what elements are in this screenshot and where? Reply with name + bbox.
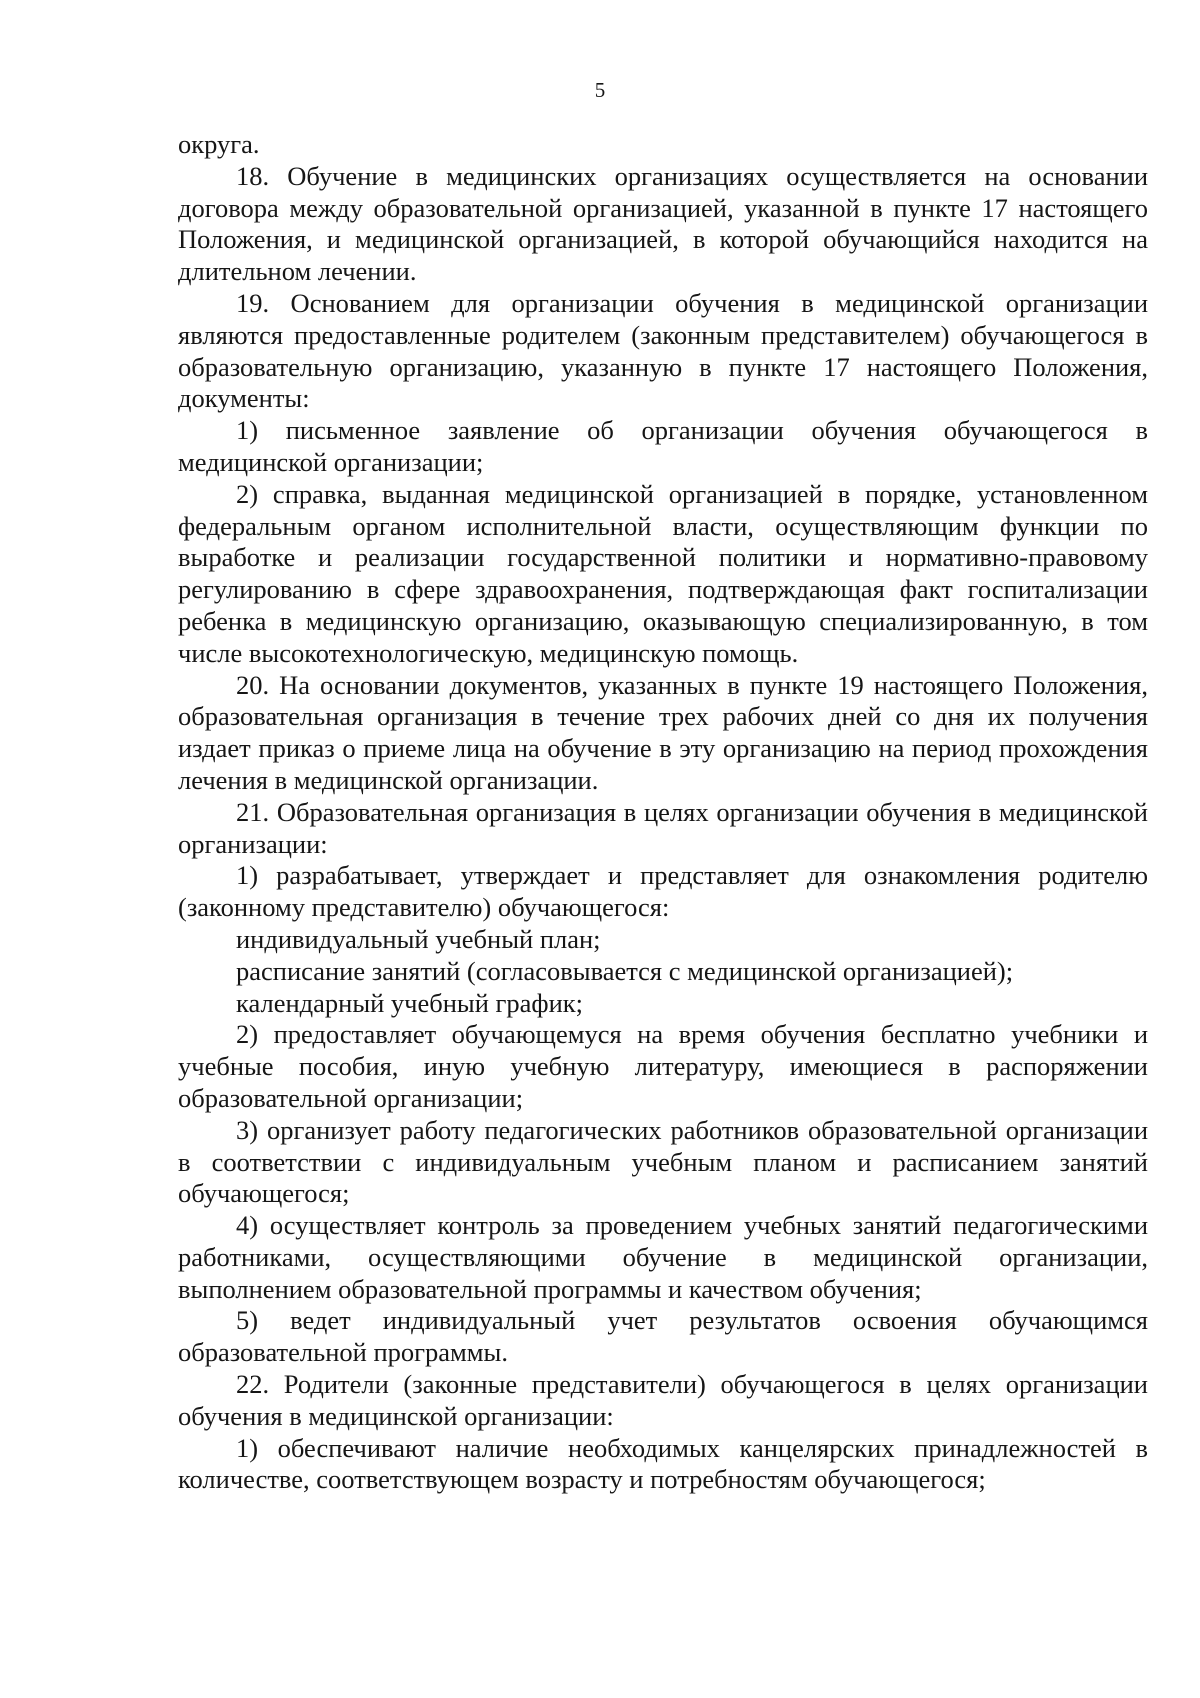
paragraph-item-19-2: 2) справка, выданная медицинской организацией в порядке, установленном федеральным органом исполнительной власти, осуществляющим функции по выработке и реализации государственной политики и нормативно-правовому регулированию в сфере здравоохранения, подтверждающая факт госпитализации ребенка в медицинскую организацию, оказывающую специализированную, в том числе высокотехнологическую, медицинскую помощь. [178,478,1148,668]
page-number: 5 [594,78,606,102]
list-line-calendar: календарный учебный график; [236,987,584,1018]
list-line-study-plan: индивидуальный учебный план; [236,923,601,954]
paragraph-item-20: 20. На основании документов, указанных в пункте 19 настоящего Положения, образовательная организация в течение трех рабочих дней со дня их получения издает приказ о приеме лица на обучение в эту организацию на период прохождения лечения в медицинской организации. [178,669,1148,795]
paragraph-item-22: 22. Родители (законные представители) обучающегося в целях организации обучения в медицинской организации: [178,1369,1148,1431]
document-body [178,129,1148,1496]
paragraph-item-21-5: 5) ведет индивидуальный учет результатов освоения обучающимся образовательной программы. [178,1305,1148,1368]
paragraph-item-19-1: 1) письменное заявление об организации обучения обучающегося в медицинской организации; [178,415,1148,477]
paragraph-item-21: 21. Образовательная организация в целях организации обучения в медицинской организации: [178,796,1148,859]
paragraph-item-22-1: 1) обеспечивают наличие необходимых канцелярских принадлежностей в количестве, соответствующем возрасту и потребностям обучающегося; [178,1432,1148,1495]
paragraph-item-21-1: 1) разрабатывает, утверждает и представляет для ознакомления родителю (законному представителю) обучающегося: [178,860,1148,923]
paragraph-item-18: 18. Обучение в медицинских организациях осуществляется на основании договора между образовательной организацией, указанной в пункте 17 настоящего Положения, и медицинской организацией, в которой обучающийся находится на длительном лечении. [178,160,1148,287]
paragraph-continuation: округа. [178,129,260,159]
paragraph-item-21-3: 3) организует работу педагогических работников образовательной организации в соответствии с индивидуальным учебным планом и расписанием занятий обучающегося; [178,1114,1148,1209]
list-line-schedule: расписание занятий (согласовывается с медицинской организацией); [236,955,1014,986]
paragraph-item-21-2: 2) предоставляет обучающемуся на время обучения бесплатно учебники и учебные пособия, иную учебную литературу, имеющиеся в распоряжении образовательной организации; [178,1019,1148,1113]
paragraph-item-21-4: 4) осуществляет контроль за проведением учебных занятий педагогическими работниками, осуществляющими обучение в медицинской организации, выполнением образовательной программы и качеством обучения; [178,1210,1148,1304]
paragraph-item-19: 19. Основанием для организации обучения в медицинской организации являются предоставленные родителем (законным представителем) обучающегося в образовательную организацию, указанную в пункте 17 настоящего Положения, документы: [178,287,1148,414]
